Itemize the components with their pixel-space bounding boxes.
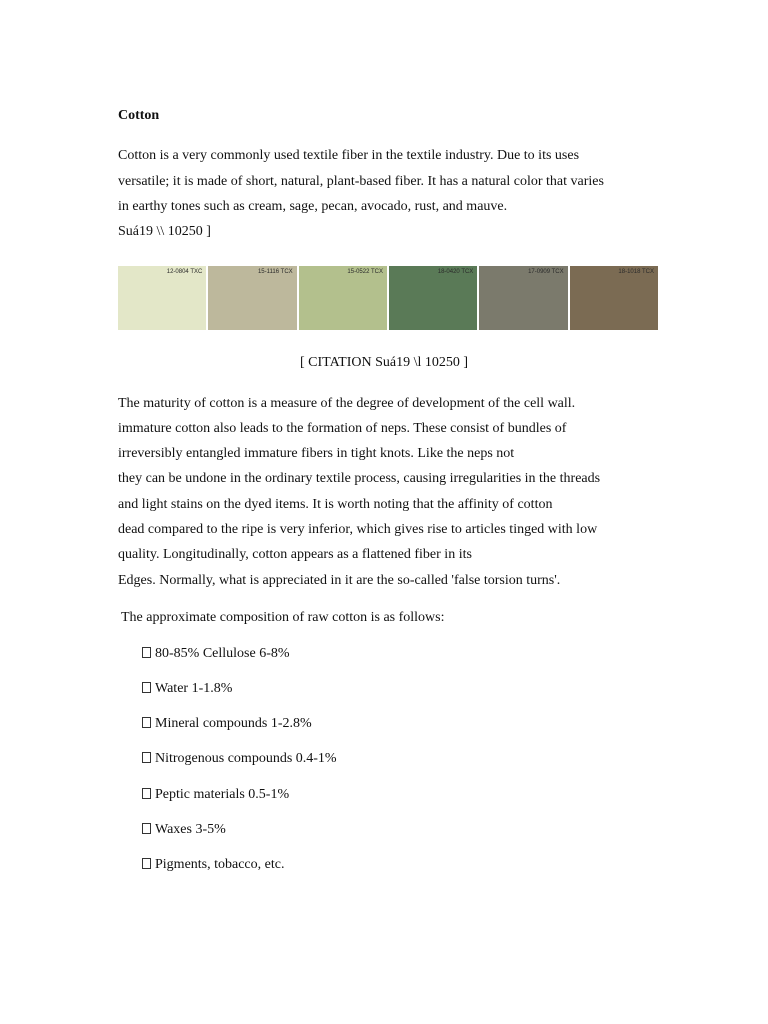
color-swatch xyxy=(389,266,477,330)
composition-item xyxy=(142,645,290,663)
color-swatch xyxy=(479,266,567,330)
composition-item xyxy=(142,750,337,768)
composition-item-text: Mineral compounds 1-2.8% xyxy=(155,716,312,731)
maturity-line-7: quality. Longitudinally, cotton appears as a flattened fiber in its xyxy=(118,547,472,562)
color-swatch xyxy=(570,266,658,330)
citation-placeholder: [ CITATION Suá19 \l 10250 ] xyxy=(299,355,469,370)
composition-item-text: Waxes 3-5% xyxy=(155,822,226,837)
bullet-box-icon xyxy=(142,752,151,763)
color-swatch xyxy=(208,266,296,330)
heading-cotton: Cotton xyxy=(118,108,160,123)
intro-line-3: in earthy tones such as cream, sage, pecan, avocado, rust, and mauve. xyxy=(118,199,508,214)
composition-item-text: Peptic materials 0.5-1% xyxy=(155,787,290,802)
bullet-box-icon xyxy=(142,858,151,869)
composition-item xyxy=(142,715,312,733)
maturity-line-2: immature cotton also leads to the formation of neps. These consist of bundles of xyxy=(118,421,567,436)
intro-line-4-citation: Suá19 \\ 10250 ] xyxy=(118,224,211,239)
maturity-line-8: Edges. Normally, what is appreciated in it are the so-called 'false torsion turns'. xyxy=(118,573,561,588)
bullet-box-icon xyxy=(142,717,151,728)
composition-item xyxy=(142,786,289,804)
color-swatch xyxy=(118,266,206,330)
swatch-code: 15-0522 TCX xyxy=(347,269,383,275)
intro-line-2: versatile; it is made of short, natural, plant-based fiber. It has a natural color that varies xyxy=(118,174,604,189)
maturity-line-5: and light stains on the dyed items. It is worth noting that the affinity of cotton xyxy=(118,497,553,512)
maturity-line-6: dead compared to the ripe is very inferior, which gives rise to articles tinged with low xyxy=(118,522,598,537)
swatch-code: 12-0804 TXC xyxy=(166,269,203,275)
composition-item-text: Pigments, tobacco, etc. xyxy=(155,857,285,872)
composition-item xyxy=(142,856,284,874)
color-swatch xyxy=(299,266,387,330)
bullet-box-icon xyxy=(142,682,151,693)
bullet-box-icon xyxy=(142,788,151,799)
intro-line-1: Cotton is a very commonly used textile fiber in the textile industry. Due to its uses xyxy=(118,148,580,163)
composition-item xyxy=(142,821,226,839)
composition-item-text: 80-85% Cellulose 6-8% xyxy=(155,646,290,661)
composition-item xyxy=(142,680,232,698)
swatch-code: 17-0909 TCX xyxy=(528,269,564,275)
swatch-code: 18-0420 TCX xyxy=(437,269,474,275)
maturity-line-3: irreversibly entangled immature fibers in tight knots. Like the neps not xyxy=(118,446,515,461)
bullet-box-icon xyxy=(142,823,151,834)
composition-item-text: Water 1-1.8% xyxy=(155,681,233,696)
composition-item-text: Nitrogenous compounds 0.4-1% xyxy=(155,751,337,766)
swatch-code: 18-1018 TCX xyxy=(618,269,654,275)
swatch-code: 15-1116 TCX xyxy=(257,269,293,275)
color-swatch-strip xyxy=(118,266,658,330)
maturity-line-1: The maturity of cotton is a measure of the degree of development of the cell wall. xyxy=(118,396,576,411)
maturity-line-4: they can be undone in the ordinary textile process, causing irregularities in the threads xyxy=(118,471,601,486)
composition-intro: The approximate composition of raw cotton is as follows: xyxy=(121,610,445,625)
bullet-box-icon xyxy=(142,647,151,658)
